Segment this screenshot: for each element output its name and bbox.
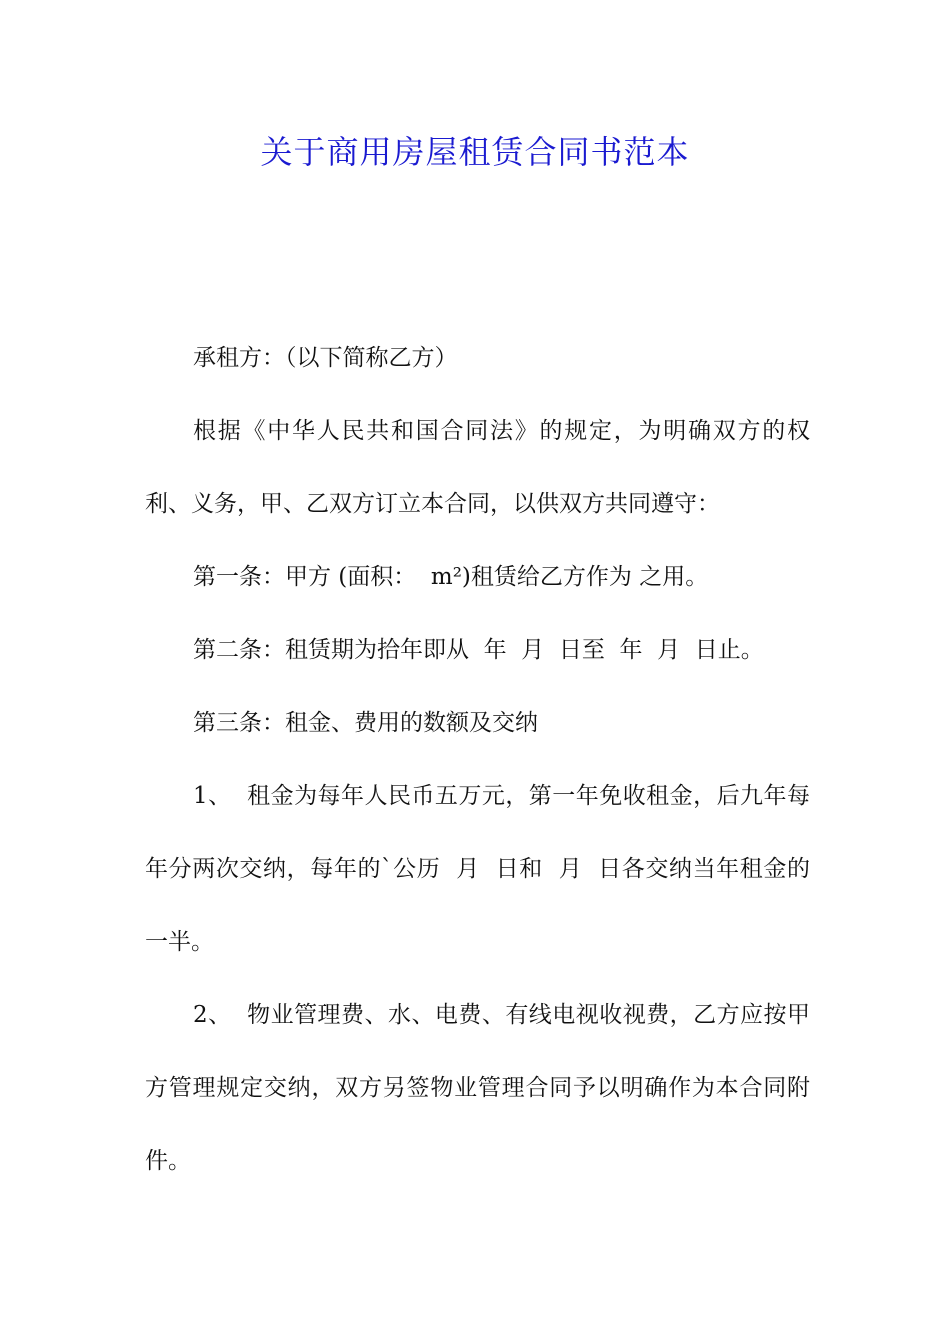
paragraph-clause-1: 1、 租金为每年人民币五万元，第一年免收租金，后九年每年分两次交纳，每年的`公历 月 日和 月 日各交纳当年租金的一半。 <box>145 783 810 955</box>
paragraph-article-2: 第二条：租赁期为拾年即从 年 月 日至 年 月 日止。 <box>193 637 764 663</box>
paragraph-lessee: 承租方：（以下简称乙方） <box>193 345 458 371</box>
paragraph-clause-2: 2、 物业管理费、水、电费、有线电视收视费，乙方应按甲方管理规定交纳，双方另签物业管理合同予以明确作为本合同附件。 <box>145 1002 810 1174</box>
paragraph-preamble: 根据《中华人民共和国合同法》的规定，为明确双方的权利、义务，甲、乙双方订立本合同，以供双方共同遵守： <box>145 418 810 517</box>
document-title: 关于商用房屋租赁合同书范本 <box>260 133 690 171</box>
document-body <box>145 322 810 1198</box>
paragraph-article-1: 第一条：甲方 (面积： m²)租赁给乙方作为 之用。 <box>193 564 709 590</box>
paragraph-article-3: 第三条：租金、费用的数额及交纳 <box>193 710 538 736</box>
